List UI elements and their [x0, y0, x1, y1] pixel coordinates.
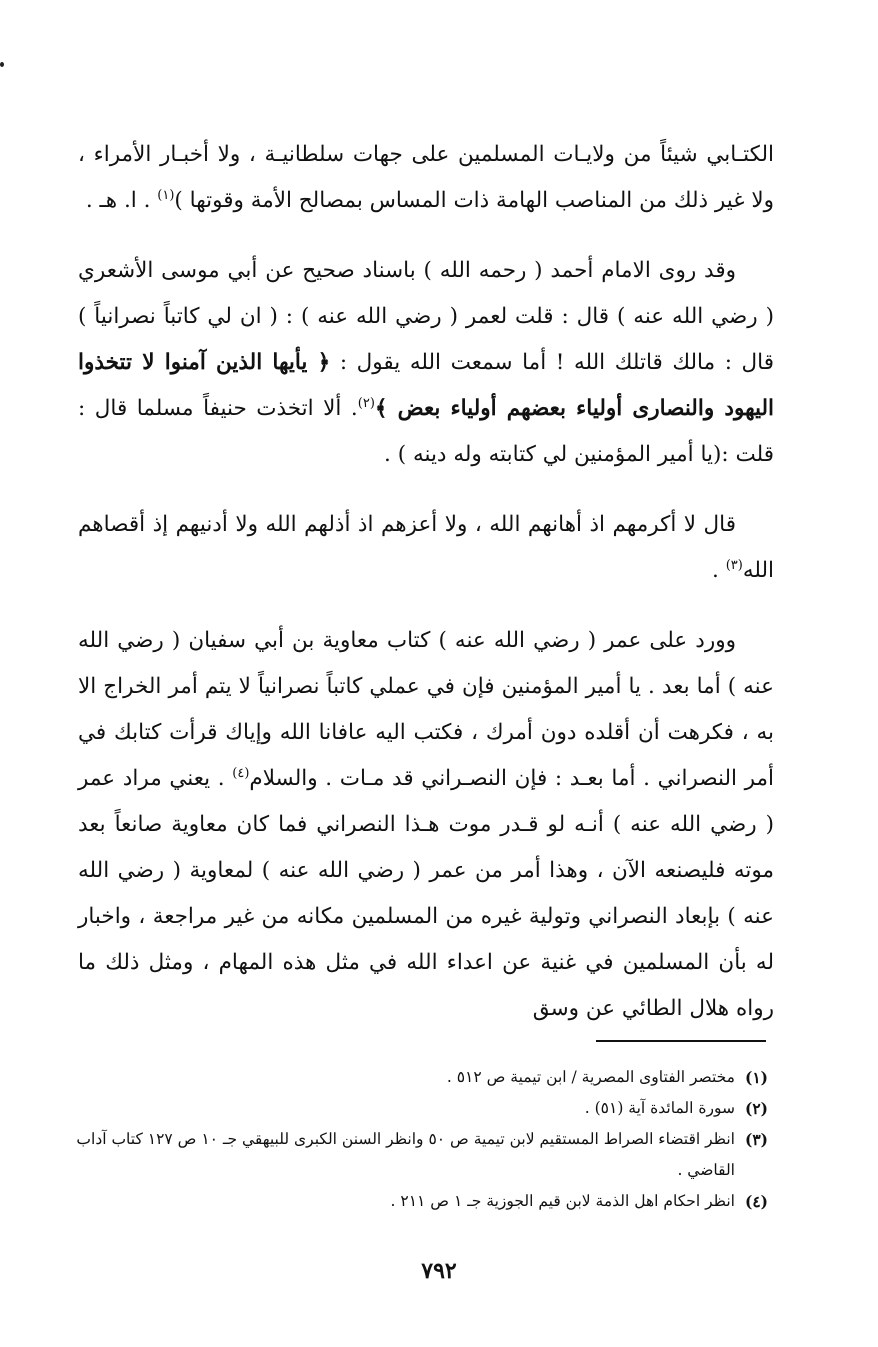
footnote-text: انظر اقتضاء الصراط المستقيم لابن تيمية ص ٥٠ وانظر السنن الكبرى للبيهقي جـ ١٠ ص ١٢٧ كتاب آداب القاضي . [76, 1130, 735, 1179]
quran-verse: ﴿ يأيها الذين آمنوا لا تتخذوا اليهود والنصارى أولياء بعضهم أولياء بعض ﴾ [78, 350, 774, 421]
footnote-item [68, 1124, 768, 1186]
footnote-ref[interactable]: (٢) [357, 395, 375, 411]
main-text [78, 132, 774, 1056]
paragraph-tail: . ا. هـ . [85, 188, 158, 213]
footnote-number: (٤) [744, 1192, 768, 1211]
footnote-number: (٢) [744, 1099, 768, 1118]
paragraph-text: الكتـابي شيئاً من ولايـات المسلمين على جهات سلطانيـة ، ولا أخبـار الأمراء ، ولا غير ذلك من المناصب الهامة ذات المساس بمصالح الأمة وقوتها ) [78, 142, 774, 213]
footnote-text: سورة المائدة آية (٥١) . [584, 1099, 735, 1117]
footnote-number: (٣) [744, 1130, 768, 1149]
paragraph-text: قال لا أكرمهم اذ أهانهم الله ، ولا أعزهم اذ أذلهم الله ولا أدنيهم إذ أقصاهم الله [78, 512, 774, 583]
paragraph-text: وقد روى الامام أحمد ( رحمه الله ) باسناد صحيح عن أبي موسى الأشعري ( رضي الله عنه ) قال : قلت لعمر ( رضي الله عنه ) : ( ان لي كاتباً نصرانياً ) قال : مالك قاتلك الله ! أما سمعت الله يقول : [78, 258, 774, 375]
footnote-item [68, 1062, 768, 1093]
page-number: ٧٩٢ [421, 1258, 457, 1284]
footnote-number: (١) [744, 1068, 768, 1087]
footnote-ref[interactable]: (٤) [232, 765, 250, 781]
paragraph-3 [78, 502, 774, 594]
paragraph-tail: . ألا اتخذت حنيفاً مسلما قال : قلت :(يا أمير المؤمنين لي كتابته وله دينه ) . [78, 396, 774, 467]
footnote-item [68, 1186, 768, 1217]
paragraph-1 [78, 132, 774, 224]
footnote-ref[interactable]: (٣) [725, 557, 743, 573]
paragraph-tail: . يعني مراد عمر ( رضي الله عنه ) أنـه لو قـدر موت هـذا النصراني فما كان معاوية صانعاً بعد موته فليصنعه الآن ، وهذا أمر من عمر ( رضي الله عنه ) لمعاوية ( رضي الله عنه ) بإبعاد النصراني وتولية غيره من المسلمين مكانه من غير مراجعة ، واخبار له بأن المسلمين في غنية عن اعداء الله في مثل هذه المهام ، ومثل ذلك ما رواه هلال الطائي عن وسق [78, 766, 774, 1021]
footnote-text: مختصر الفتاوى المصرية / ابن تيمية ص ٥١٢ . [446, 1068, 735, 1086]
scan-speck [0, 62, 4, 67]
footnote-separator [596, 1040, 766, 1042]
paragraph-4 [78, 618, 774, 1032]
paragraph-2 [78, 248, 774, 478]
footnote-ref[interactable]: (١) [157, 187, 175, 203]
footnotes-list [68, 1062, 768, 1217]
paragraph-text: وورد على عمر ( رضي الله عنه ) كتاب معاوية بن أبي سفيان ( رضي الله عنه ) أما بعد . يا أمير المؤمنين فإن في عملي كاتباً نصرانياً لا يتم أمر الخراج الا به ، فكرهت أن أقلده دون أمرك ، فكتب اليه عافانا الله وإياك قرأت كتابك في أمر النصراني . أما بعـد : فإن النصـراني قد مـات . والسلام [78, 628, 775, 791]
footnote-text: انظر احكام اهل الذمة لابن قيم الجوزية جـ ١ ص ٢١١ . [390, 1192, 735, 1210]
footnote-item [68, 1093, 768, 1124]
paragraph-tail: . [712, 558, 726, 583]
